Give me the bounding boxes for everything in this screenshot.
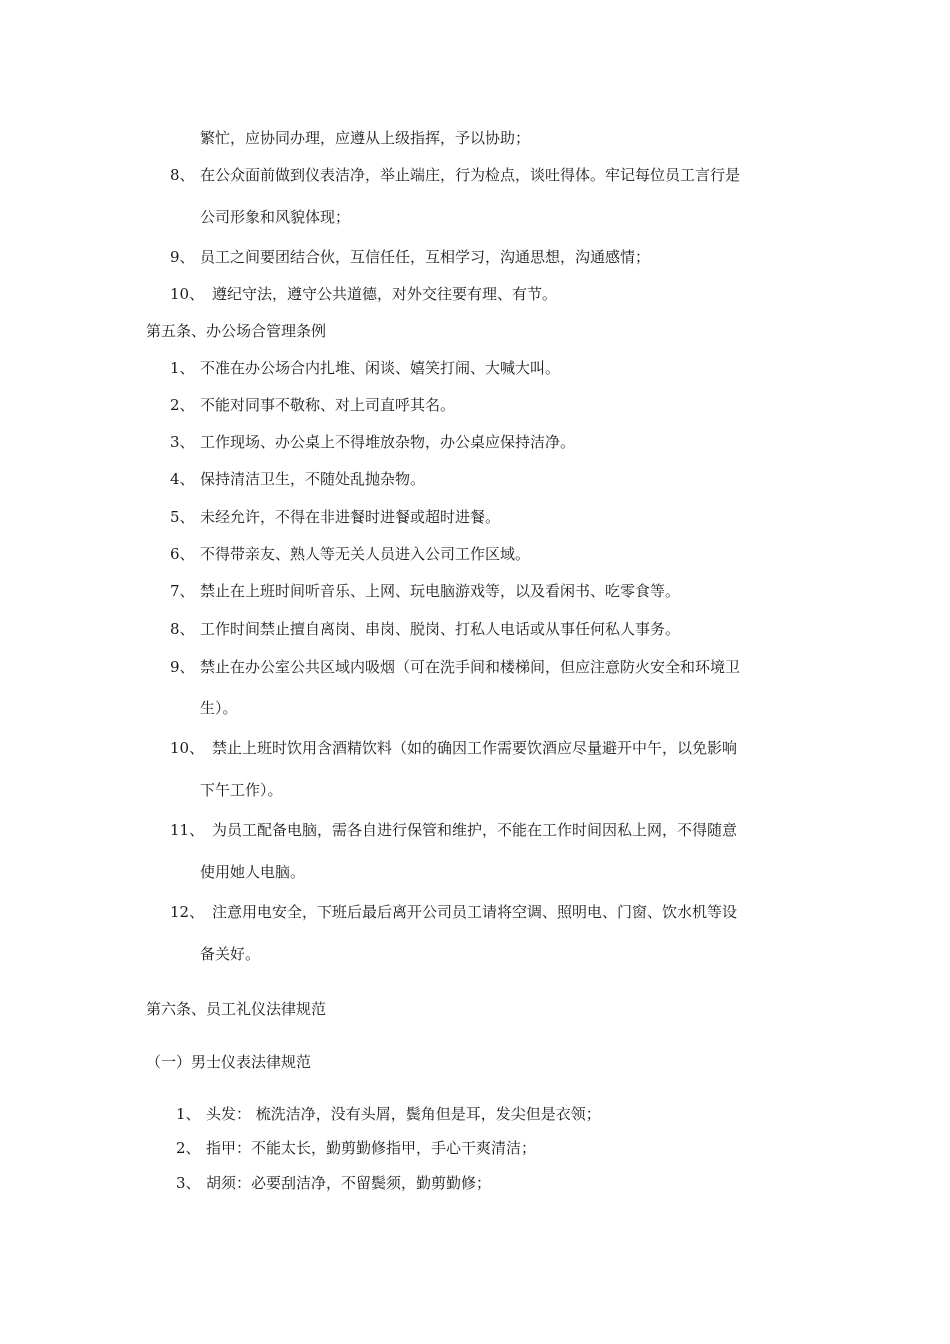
item-text: 注意用电安全，下班后最后离开公司员工请将空调、照明电、门窗、饮水机等设 [212, 903, 738, 921]
item-text: 在公众面前做到仪表洁净，举止端庄，行为检点，谈吐得体。牢记每位员工言行是 [200, 166, 741, 184]
item-number: 4、 [170, 470, 195, 488]
list-item [170, 247, 650, 267]
list-item [176, 1138, 536, 1158]
item-number: 6、 [170, 545, 195, 563]
item-text-cont: 下午工作）。 [200, 781, 283, 799]
list-item [170, 395, 455, 415]
list-item-continuation [200, 944, 260, 964]
item-number: 11、 [170, 821, 205, 839]
item-text-cont: 备关好。 [200, 945, 261, 963]
item-text: 未经允许，不得在非进餐时进餐或超时进餐。 [200, 508, 501, 526]
item-number: 9、 [170, 658, 195, 676]
item-number: 3、 [176, 1174, 201, 1192]
list-item [170, 507, 500, 527]
item-number: 5、 [170, 508, 195, 526]
paragraph-continuation [200, 128, 530, 148]
list-item-continuation [200, 698, 238, 718]
item-number: 10、 [170, 739, 205, 757]
item-text: 指甲：不能太长，勤剪勤修指甲，手心干爽清洁； [206, 1139, 537, 1157]
list-item [170, 544, 530, 564]
item-number: 10、 [170, 285, 205, 303]
list-item [170, 657, 740, 677]
section-heading [146, 999, 326, 1019]
item-number: 9、 [170, 248, 195, 266]
list-item [170, 284, 557, 304]
list-item [170, 165, 740, 185]
item-number: 1、 [170, 359, 195, 377]
item-text-cont: 公司形象和风貌体现； [200, 208, 351, 226]
item-number: 8、 [170, 620, 195, 638]
item-text: 头发： 梳洗洁净，没有头屑，鬓角但是耳，发尖但是衣领； [206, 1105, 601, 1123]
item-text: 禁止上班时饮用含酒精饮料（如的确因工作需要饮酒应尽量避开中午，以免影响 [212, 739, 738, 757]
section-heading [146, 321, 326, 341]
item-text: 禁止在上班时间听音乐、上网、玩电脑游戏等，以及看闲书、吃零食等。 [200, 582, 681, 600]
item-text: 不得带亲友、熟人等无关人员进入公司工作区域。 [200, 545, 531, 563]
item-text: 员工之间要团结合伙，互信任任，互相学习，沟通思想，沟通感情； [200, 248, 651, 266]
item-text: 保持清洁卫生，不随处乱抛杂物。 [200, 470, 426, 488]
item-number: 1、 [176, 1105, 201, 1123]
list-item [176, 1104, 601, 1124]
list-item [170, 820, 737, 840]
list-item [170, 358, 560, 378]
item-number: 3、 [170, 433, 195, 451]
item-number: 8、 [170, 166, 195, 184]
subsection-title: （一）男士仪表法律规范 [146, 1053, 312, 1071]
list-item-continuation [200, 862, 305, 882]
item-text: 不准在办公场合内扎堆、闲谈、嬉笑打闹、大喊大叫。 [200, 359, 561, 377]
item-text-cont: 使用她人电脑。 [200, 863, 306, 881]
list-item-continuation [200, 780, 283, 800]
item-number: 12、 [170, 903, 205, 921]
item-text-cont: 生）。 [200, 699, 238, 717]
list-item [170, 738, 737, 758]
list-item [170, 619, 680, 639]
list-item [170, 581, 680, 601]
item-number: 7、 [170, 582, 195, 600]
item-text: 工作现场、办公桌上不得堆放杂物，办公桌应保持洁净。 [200, 433, 576, 451]
section-title: 第五条、办公场合管理条例 [146, 322, 327, 340]
item-text: 禁止在办公室公共区域内吸烟（可在洗手间和楼梯间，但应注意防火安全和环境卫 [200, 658, 741, 676]
list-item [170, 432, 575, 452]
list-item [170, 469, 425, 489]
item-text: 遵纪守法，遵守公共道德，对外交往要有理、有节。 [212, 285, 558, 303]
item-text: 工作时间禁止擅自离岗、串岗、脱岗、打私人电话或从事任何私人事务。 [200, 620, 681, 638]
fragment-text: 繁忙，应协同办理，应遵从上级指挥，予以协助； [200, 129, 531, 147]
item-number: 2、 [170, 396, 195, 414]
item-text: 胡须：必要刮洁净，不留鬓须，勤剪勤修； [206, 1174, 492, 1192]
list-item [176, 1173, 491, 1193]
item-number: 2、 [176, 1139, 201, 1157]
section-title: 第六条、员工礼仪法律规范 [146, 1000, 327, 1018]
subsection-heading [146, 1052, 311, 1072]
list-item [170, 902, 737, 922]
item-text: 不能对同事不敬称、对上司直呼其名。 [200, 396, 456, 414]
list-item-continuation [200, 207, 350, 227]
item-text: 为员工配备电脑，需各自进行保管和维护，不能在工作时间因私上网，不得随意 [212, 821, 738, 839]
